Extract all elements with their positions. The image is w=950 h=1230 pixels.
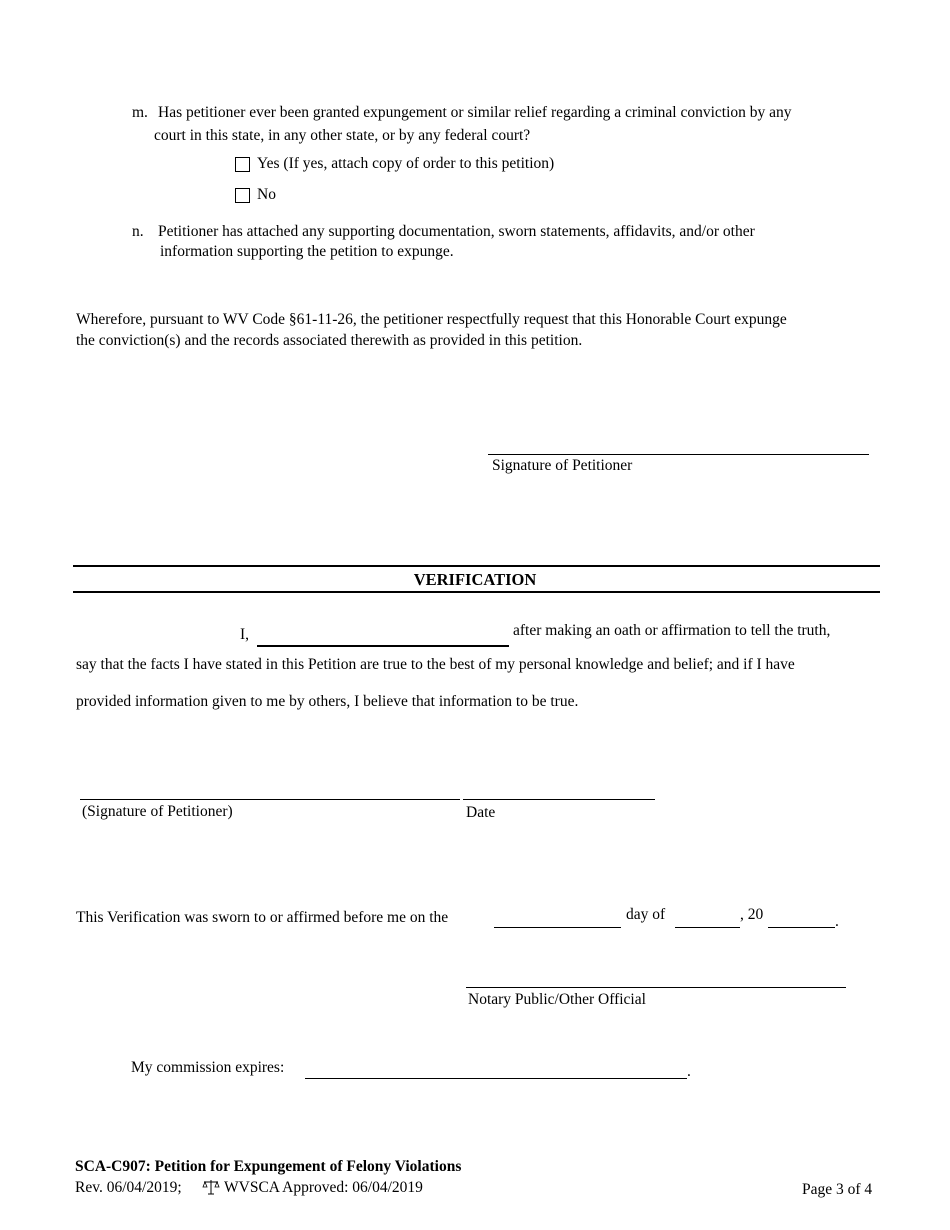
item-n-line1: Petitioner has attached any supporting documentation, sworn statements, affidavits, and/or other <box>158 223 755 240</box>
notary-signature-line[interactable] <box>466 987 846 988</box>
sworn-text: This Verification was sworn to or affirmed before me on the <box>76 909 449 926</box>
verification-top-rule <box>73 565 880 567</box>
item-m-question-line2: court in this state, in any other state, or by any federal court? <box>154 127 531 144</box>
sworn-year-prefix: , 20 <box>740 906 764 923</box>
no-option-label: No <box>257 186 276 203</box>
item-n-line2: information supporting the petition to expunge. <box>160 243 454 260</box>
sworn-month-field[interactable] <box>675 927 740 928</box>
footer-approved: WVSCA Approved: 06/04/2019 <box>224 1179 423 1196</box>
petitioner-signature-line[interactable] <box>488 454 869 455</box>
sworn-day-of: day of <box>626 906 666 923</box>
affiant-name-field[interactable] <box>257 645 509 647</box>
no-checkbox[interactable] <box>235 188 250 203</box>
item-m-question-line1: Has petitioner ever been granted expungement or similar relief regarding a criminal conviction by any <box>158 104 792 121</box>
verification-oath-text: after making an oath or affirmation to tell the truth, <box>513 622 831 639</box>
sworn-period: . <box>835 913 839 930</box>
commission-expiry-field[interactable] <box>305 1078 687 1079</box>
notary-label: Notary Public/Other Official <box>468 991 646 1008</box>
verification-date-label: Date <box>466 804 496 821</box>
verification-line2: say that the facts I have stated in this Petition are true to the best of my personal knowledge and belief; and if I have <box>76 656 795 673</box>
item-n-label: n. <box>132 223 144 240</box>
verification-heading: VERIFICATION <box>413 570 537 589</box>
sworn-day-field[interactable] <box>494 927 621 928</box>
footer-revision: Rev. 06/04/2019; <box>75 1179 182 1196</box>
footer-page-number: Page 3 of 4 <box>802 1181 873 1198</box>
petitioner-signature-label: Signature of Petitioner <box>492 457 633 474</box>
sworn-year-field[interactable] <box>768 927 835 928</box>
verification-bottom-rule <box>73 591 880 593</box>
footer-form-title: SCA-C907: Petition for Expungement of Felony Violations <box>75 1158 462 1175</box>
verification-signature-label: (Signature of Petitioner) <box>82 803 233 820</box>
scales-of-justice-icon <box>202 1179 220 1195</box>
verification-i-label: I, <box>240 626 250 643</box>
yes-option-label: Yes (If yes, attach copy of order to this petition) <box>257 155 555 172</box>
verification-date-line[interactable] <box>463 799 655 800</box>
yes-checkbox[interactable] <box>235 157 250 172</box>
verification-signature-line[interactable] <box>80 799 460 800</box>
commission-label: My commission expires: <box>131 1059 285 1076</box>
item-m-label: m. <box>132 104 148 121</box>
verification-line3: provided information given to me by others, I believe that information to be true. <box>76 693 579 710</box>
wherefore-line2: the conviction(s) and the records associated therewith as provided in this petition. <box>76 332 583 349</box>
wherefore-line1: Wherefore, pursuant to WV Code §61-11-26, the petitioner respectfully request that this Honorable Court expunge <box>76 311 787 328</box>
commission-period: . <box>687 1063 691 1080</box>
